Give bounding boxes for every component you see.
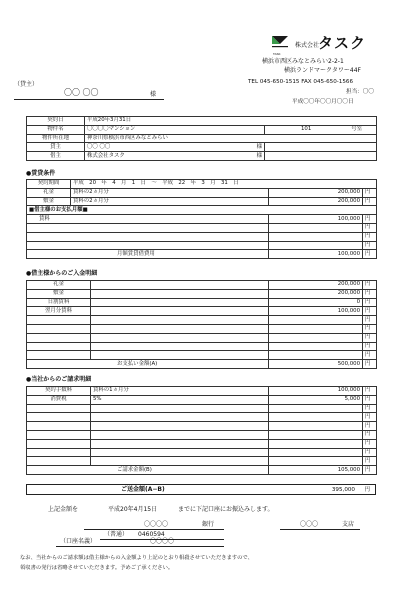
account-type: （普通） [104,531,129,538]
billing-desc [91,422,269,431]
billing-label [27,457,91,466]
recipient-honorific: 様 [150,91,157,98]
bank-suffix: 銀行 [202,521,215,528]
logo-small-text: TASK [273,52,281,56]
info-value: 神奈川県横浜市西区みなとみらい [85,134,377,143]
bank-underline [84,529,224,530]
billing-total-amount: 105,000 [269,466,363,475]
transfer-text-b: までに下記口座にお振込みします。 [178,506,274,513]
refund-amount: 395,000 [331,486,355,493]
bank-name: 〇〇〇〇 [144,521,169,528]
billing-amount [269,413,363,422]
landlord-name: 〇〇 〇〇 [87,143,111,150]
billing-row [27,422,377,431]
billing-label [27,404,91,413]
tenant-name: 株式会社タスク [87,152,125,159]
lease-row-amount: 200,000 [269,188,363,197]
billing-amount [269,422,363,431]
deposit-unit: 円 [363,316,377,325]
deposit-label: 日割賃料 [27,298,91,307]
branch-underline [280,529,360,530]
billing-table [26,386,377,475]
billing-unit: 円 [363,457,377,466]
billing-row [27,448,377,457]
info-value [85,143,265,152]
billing-desc [91,448,269,457]
monthly-amount: 100,000 [269,215,363,224]
footer-line-2: 領収書の発行は省略させていただきます。予めご了承ください。 [20,565,174,571]
deposit-row [27,324,377,333]
deposit-total-unit: 円 [363,360,377,369]
billing-total-unit: 円 [363,466,377,475]
billing-desc [91,439,269,448]
company-address-2: 横浜ランドマークタワー44F [284,67,361,74]
branch-suffix: 支店 [342,521,355,528]
billing-label [27,448,91,457]
period-text: 平成 20 年 4 月 1 日 ～ 平成 22 年 3 月 31 日 [71,180,377,189]
info-row-contract-date [27,117,377,126]
lease-row-label: 礼金 [27,188,71,197]
footer-line-1: なお、当社からのご請求額は借主様からの入金額より上記のとおり相殺させていただきますので、 [20,555,253,561]
deposit-unit: 円 [363,342,377,351]
billing-amount [269,404,363,413]
lease-row [27,197,377,206]
billing-amount: 5,000 [269,395,363,404]
deposit-label [27,333,91,342]
recipient-underline [14,99,164,100]
billing-label [27,422,91,431]
billing-amount: 100,000 [269,387,363,396]
billing-desc: 賃料の1ヵ月分 [91,387,269,396]
tenant-suffix: 様 [256,152,262,159]
recipient-label: （貸主） [14,81,39,88]
lease-row-unit: 円 [363,188,377,197]
billing-row [27,395,377,404]
deposit-label: 礼金 [27,281,91,290]
billing-desc [91,457,269,466]
billing-unit: 円 [363,387,377,396]
monthly-label [27,232,269,241]
lease-row-amount: 200,000 [269,197,363,206]
billing-desc [91,404,269,413]
monthly-row [27,223,377,232]
deposit-label: 敷金 [27,289,91,298]
monthly-label [27,241,269,250]
billing-row [27,439,377,448]
billing-unit: 円 [363,448,377,457]
monthly-row [27,241,377,250]
billing-row [27,413,377,422]
deposit-amount: 200,000 [269,281,363,290]
billing-row [27,387,377,396]
recipient-name: 〇〇 〇〇 [64,88,99,97]
account-number: 0460594 [138,531,165,538]
deposit-amount [269,342,363,351]
lease-section-title: ●賃貸条件 [26,170,56,177]
deposit-total-label: お支払い金額(A) [27,360,269,369]
period-label: 契約期間 [27,180,71,189]
refund-label: ご送金額(A−B) [121,486,165,493]
deposit-amount [269,333,363,342]
info-value: 〇〇〇〇マンション [85,125,265,134]
deposit-label [27,324,91,333]
deposit-unit: 円 [363,289,377,298]
deposit-unit: 円 [363,307,377,316]
monthly-amount [269,223,363,232]
company-name: タスク [318,34,367,52]
refund-box [26,484,376,495]
monthly-row [27,232,377,241]
info-label: 契約日 [27,117,85,126]
deposit-row [27,281,377,290]
info-row-landlord [27,143,377,152]
lease-period-row [27,180,377,189]
monthly-unit: 円 [363,241,377,250]
deposit-amount: 200,000 [269,289,363,298]
deposit-row [27,298,377,307]
monthly-title: ■借主様のお支払月額■ [27,206,377,215]
deposit-total-amount: 500,000 [269,360,363,369]
info-value [85,152,265,161]
holder-underline [56,546,224,547]
monthly-label [27,223,269,232]
holder-name: 〇〇〇〇 [150,538,175,545]
billing-row [27,457,377,466]
monthly-unit: 円 [363,215,377,224]
lease-row-label: 敷金 [27,197,71,206]
billing-total-label: ご請求金額(B) [27,466,269,475]
monthly-amount [269,241,363,250]
deposit-amount: 100,000 [269,307,363,316]
billing-unit: 円 [363,404,377,413]
monthly-total-row [27,250,377,259]
info-label: 物件名 [27,125,85,134]
deposit-unit: 円 [363,281,377,290]
monthly-row [27,215,377,224]
lease-row-desc: 賃料の2ヵ月分 [71,197,269,206]
info-label: 借主 [27,152,85,161]
monthly-total-label: 月額賃貸借費用 [27,250,269,259]
billing-label: 契約手数料 [27,387,91,396]
deposit-row [27,351,377,360]
deposit-table [26,280,377,369]
refund-unit: 円 [364,486,370,493]
billing-amount [269,457,363,466]
company-tel: TEL 045-650-1515 FAX 045-650-1566 [248,79,354,85]
info-label: 貸主 [27,143,85,152]
lease-row [27,188,377,197]
billing-row [27,430,377,439]
deposit-unit: 円 [363,298,377,307]
deposit-total-row [27,360,377,369]
tantou: 担当：〇〇 [346,89,374,95]
billing-unit: 円 [363,413,377,422]
room-suffix: 号室 [351,126,363,133]
billing-desc [91,413,269,422]
billing-amount [269,439,363,448]
billing-label [27,413,91,422]
info-row-tenant [27,152,377,161]
monthly-label: 賃料 [27,215,269,224]
deposit-unit: 円 [363,333,377,342]
billing-unit: 円 [363,395,377,404]
lease-row-unit: 円 [363,197,377,206]
deposit-label: 翌月分賃料 [27,307,91,316]
info-value: 平成20年3月31日 [85,117,377,126]
deposit-row [27,289,377,298]
deposit-amount: 0 [269,298,363,307]
deposit-amount [269,351,363,360]
company-name-prefix: 株式会社 [295,42,320,49]
deposit-unit: 円 [363,351,377,360]
monthly-unit: 円 [363,223,377,232]
billing-unit: 円 [363,430,377,439]
contract-info-table [26,116,377,161]
billing-row [27,404,377,413]
billing-total-row [27,466,377,475]
company-address-1: 横浜市西区みなとみらい2-2-1 [262,58,344,65]
issue-date: 平成〇〇年〇〇月〇〇日 [292,99,354,105]
company-logo [270,34,290,52]
billing-unit: 円 [363,439,377,448]
billing-desc [91,430,269,439]
billing-section-title: ●当社からのご請求明細 [26,376,92,383]
monthly-unit: 円 [363,232,377,241]
deposit-row [27,316,377,325]
deposit-amount [269,324,363,333]
billing-desc: 5% [91,395,269,404]
lease-table [26,179,377,259]
deposit-section-title: ●借主様からのご入金明細 [26,270,98,277]
deposit-row [27,342,377,351]
monthly-total-unit: 円 [363,250,377,259]
deposit-row [27,307,377,316]
deposit-label [27,342,91,351]
room-number: 101 [301,126,312,133]
transfer-text-a: 上記金額を [48,506,79,513]
deposit-label [27,351,91,360]
billing-label: 消費税 [27,395,91,404]
billing-amount [269,430,363,439]
info-row-property [27,125,377,134]
deposit-unit: 円 [363,324,377,333]
deposit-row [27,333,377,342]
billing-label [27,430,91,439]
holder-label: （口座名義） [60,538,97,545]
lease-row-desc: 賃料の2ヵ月分 [71,188,269,197]
billing-unit: 円 [363,422,377,431]
transfer-date: 平成20年4月15日 [108,506,158,513]
monthly-title-row [27,206,377,215]
landlord-suffix: 様 [256,143,262,150]
deposit-label [27,316,91,325]
branch-name: 〇〇〇 [300,521,319,528]
info-label: 物件所在地 [27,134,85,143]
monthly-total-amount: 100,000 [269,250,363,259]
monthly-amount [269,232,363,241]
deposit-amount [269,316,363,325]
billing-amount [269,448,363,457]
billing-label [27,439,91,448]
info-row-address [27,134,377,143]
